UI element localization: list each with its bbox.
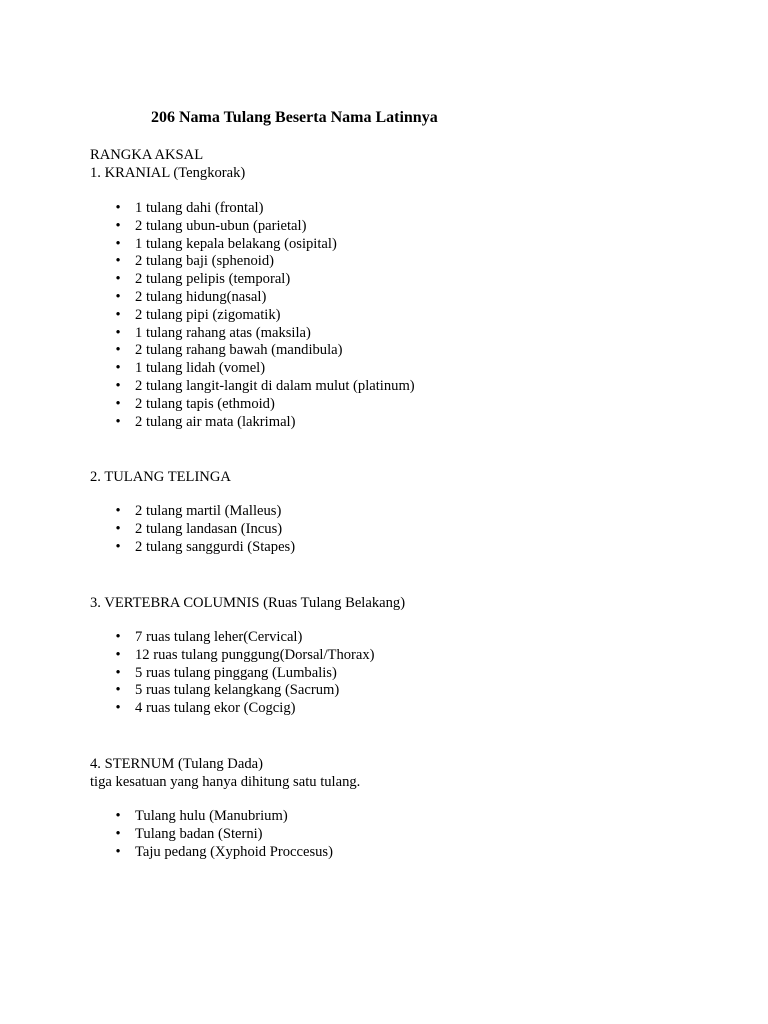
section-heading-tulang-telinga: 2. TULANG TELINGA xyxy=(90,469,231,485)
list-item-text: 2 tulang sanggurdi (Stapes) xyxy=(135,538,296,555)
list-item-text: 2 tulang langit-langit di dalam mulut (platinum) xyxy=(135,377,415,394)
bullet-icon: • xyxy=(115,503,121,519)
bullet-list-kranial xyxy=(90,200,415,431)
bullet-icon: • xyxy=(115,629,121,645)
list-item-text: 2 tulang ubun-ubun (parietal) xyxy=(135,217,307,234)
list-item-text: 2 tulang tapis (ethmoid) xyxy=(135,395,275,412)
list-item-text: 2 tulang air mata (lakrimal) xyxy=(135,413,296,430)
bullet-icon: • xyxy=(115,360,121,377)
bullet-icon: • xyxy=(115,288,121,305)
list-item-text: 4 ruas tulang ekor (Cogcig) xyxy=(135,700,296,717)
bullet-icon: • xyxy=(115,700,121,717)
list-item-text: 5 ruas tulang pinggang (Lumbalis) xyxy=(135,664,337,681)
bullet-icon: • xyxy=(115,377,121,394)
list-item-text: 1 tulang dahi (frontal) xyxy=(135,200,264,216)
bullet-list-vertebra-columnis xyxy=(90,629,375,718)
list-item-text: Tulang badan (Sterni) xyxy=(135,825,263,842)
bullet-icon: • xyxy=(115,271,121,288)
list-item xyxy=(90,414,415,432)
list-item xyxy=(90,826,333,844)
bullet-icon: • xyxy=(115,413,121,430)
bullet-icon: • xyxy=(115,306,121,323)
section-heading-kranial: 1. KRANIAL (Tengkorak) xyxy=(90,165,246,181)
list-item-text: Taju pedang (Xyphoid Proccesus) xyxy=(135,843,333,860)
list-item-text: 2 tulang hidung(nasal) xyxy=(135,288,267,305)
list-item-text: 7 ruas tulang leher(Cervical) xyxy=(135,629,303,645)
list-item-text: 2 tulang pipi (zigomatik) xyxy=(135,306,281,323)
list-item-text: 5 ruas tulang kelangkang (Sacrum) xyxy=(135,682,340,699)
list-item xyxy=(90,289,415,307)
bullet-icon: • xyxy=(115,235,121,252)
list-item-text: 2 tulang baji (sphenoid) xyxy=(135,253,275,270)
bullet-icon: • xyxy=(115,808,121,824)
list-item-text: Tulang hulu (Manubrium) xyxy=(135,808,288,824)
section-heading-sternum: 4. STERNUM (Tulang Dada) xyxy=(90,756,263,772)
bullet-icon: • xyxy=(115,843,121,860)
list-item-text: 2 tulang martil (Malleus) xyxy=(135,503,282,519)
list-item xyxy=(90,521,295,539)
list-item xyxy=(90,378,415,396)
bullet-icon: • xyxy=(115,253,121,270)
bullet-icon: • xyxy=(115,825,121,842)
list-item xyxy=(90,360,415,378)
list-item xyxy=(90,647,375,665)
bullet-icon: • xyxy=(115,520,121,537)
list-item xyxy=(90,218,415,236)
bullet-icon: • xyxy=(115,682,121,699)
list-item xyxy=(90,539,295,557)
bullet-list-sternum xyxy=(90,808,333,861)
list-item xyxy=(90,271,415,289)
bullet-icon: • xyxy=(115,217,121,234)
list-item xyxy=(90,307,415,325)
bullet-icon: • xyxy=(115,538,121,555)
list-item xyxy=(90,682,375,700)
list-item xyxy=(90,396,415,414)
list-item xyxy=(90,253,415,271)
bullet-icon: • xyxy=(115,324,121,341)
list-item xyxy=(90,844,333,862)
list-item xyxy=(90,236,415,254)
list-item-text: 1 tulang kepala belakang (osipital) xyxy=(135,235,337,252)
list-item-text: 1 tulang rahang atas (maksila) xyxy=(135,324,311,341)
bullet-icon: • xyxy=(115,664,121,681)
bullet-icon: • xyxy=(115,646,121,663)
section-heading-vertebra-columnis: 3. VERTEBRA COLUMNIS (Ruas Tulang Belakang) xyxy=(90,595,406,611)
list-item xyxy=(90,503,295,521)
bullet-icon: • xyxy=(115,200,121,216)
list-item xyxy=(90,200,415,218)
document-title: 206 Nama Tulang Beserta Nama Latinnya xyxy=(151,109,438,126)
list-item-text: 2 tulang pelipis (temporal) xyxy=(135,271,291,288)
bullet-icon: • xyxy=(115,395,121,412)
list-item-text: 2 tulang landasan (Incus) xyxy=(135,520,283,537)
list-item xyxy=(90,629,375,647)
bullet-list-tulang-telinga xyxy=(90,503,295,556)
list-item xyxy=(90,342,415,360)
section-heading-rangka-aksal: RANGKA AKSAL xyxy=(90,147,204,163)
list-item-text: 2 tulang rahang bawah (mandibula) xyxy=(135,342,343,359)
list-item-text: 1 tulang lidah (vomel) xyxy=(135,360,266,377)
section-note-sternum: tiga kesatuan yang hanya dihitung satu tulang. xyxy=(90,774,361,790)
list-item xyxy=(90,325,415,343)
list-item xyxy=(90,665,375,683)
list-item xyxy=(90,808,333,826)
list-item-text: 12 ruas tulang punggung(Dorsal/Thorax) xyxy=(135,646,375,663)
list-item xyxy=(90,700,375,718)
bullet-icon: • xyxy=(115,342,121,359)
